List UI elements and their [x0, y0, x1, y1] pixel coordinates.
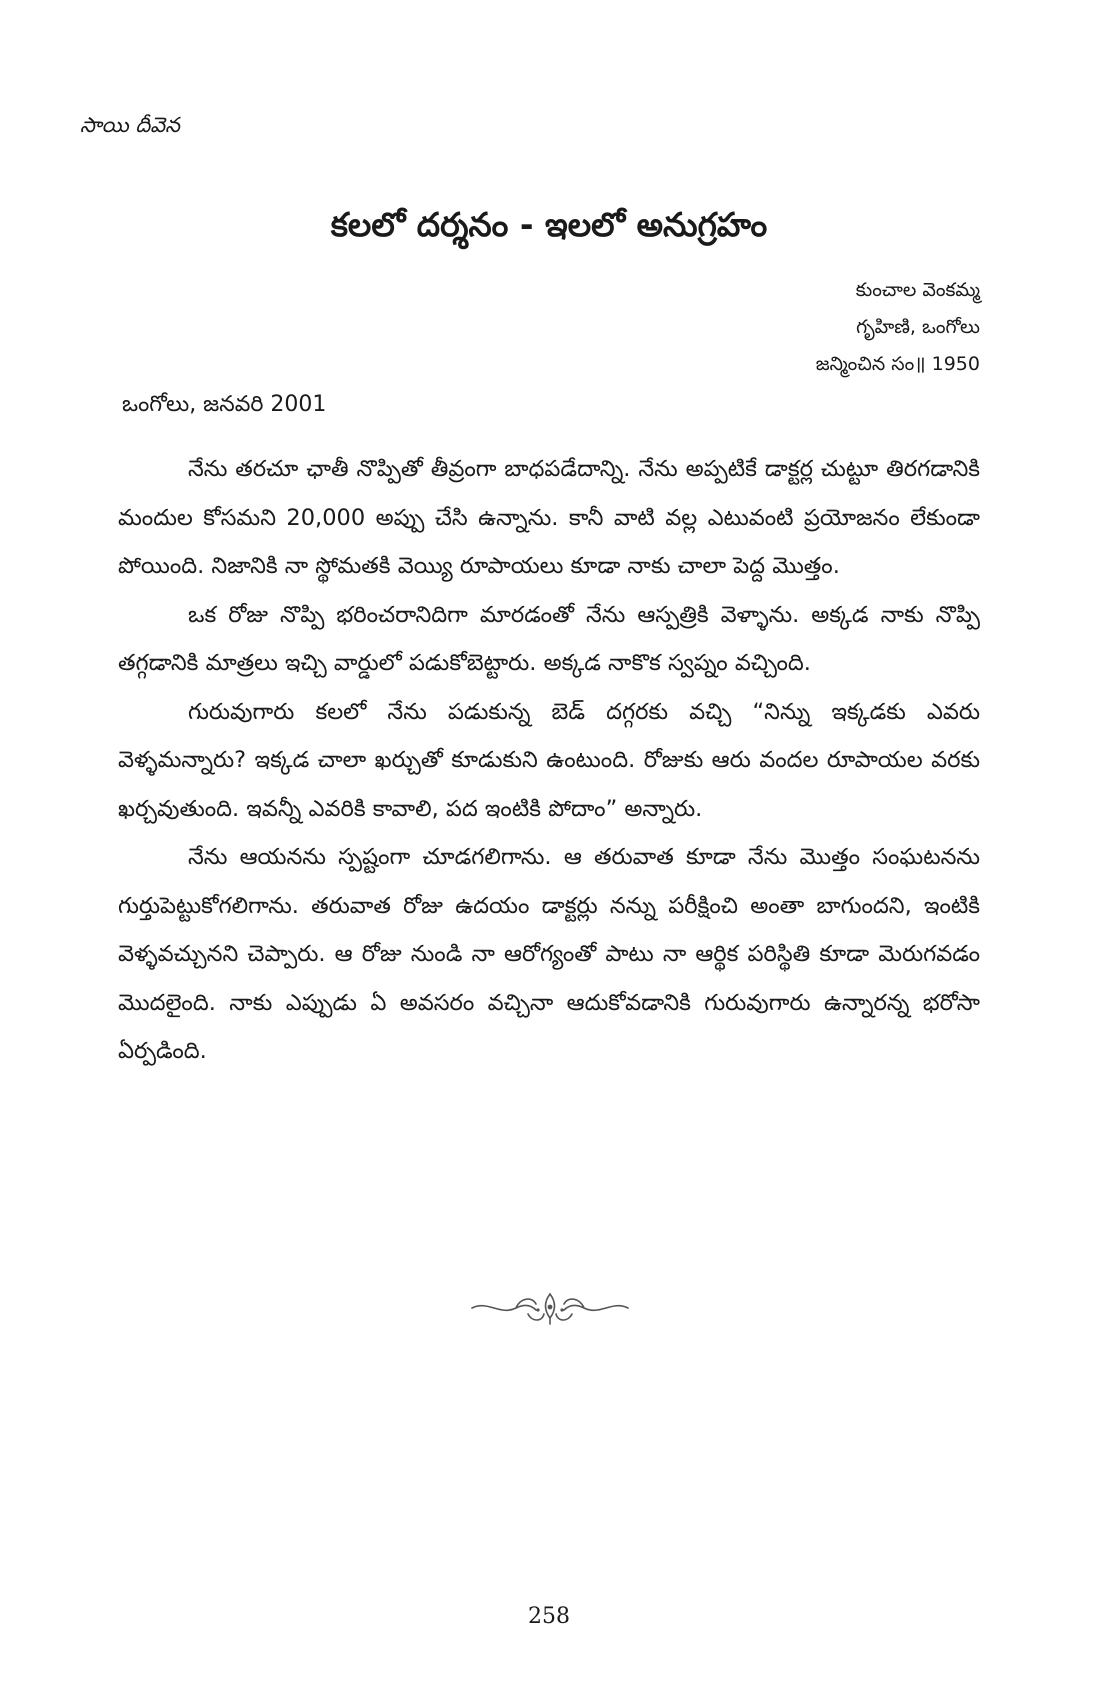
author-byline — [816, 272, 980, 383]
author-role: గృహిణి, ఒంగోలు — [856, 316, 980, 338]
floral-divider-icon — [470, 1288, 630, 1328]
author-birth-year: జన్మించిన సం॥ 1950 — [815, 353, 980, 375]
paragraph: నేను తరచూ ఛాతీ నొప్పితో తీవ్రంగా బాధపడేదాన్ని. నేను అప్పటికే డాక్టర్ల చుట్టూ తిరగడానికి మందుల కోసమని 20,000 అప్పు చేసి ఉన్నాను. కానీ వాటి వల్ల ఎటువంటి ప్రయోజనం లేకుండా పోయింది. నిజానికి నా స్థోమతకి వెయ్యి రూపాయలు కూడా నాకు చాలా పెద్ద మొత్తం. — [118, 456, 980, 579]
place-date: ఒంగోలు, జనవరి 2001 — [122, 392, 327, 417]
page-number: 258 — [528, 1604, 570, 1629]
paragraph: గురువుగారు కలలో నేను పడుకున్న బెడ్ దగ్గరకు వచ్చి “నిన్ను ఇక్కడకు ఎవరు వెళ్ళమన్నారు? ఇక్కడ చాలా ఖర్చుతో కూడుకుని ఉంటుంది. రోజుకు ఆరు వందల రూపాయల వరకు ఖర్చవుతుంది. ఇవన్నీ ఎవరికి కావాలి, పద ఇంటికి పోదాం” అన్నారు. — [118, 698, 980, 822]
paragraph: ఒక రోజు నొప్పి భరించరానిదిగా మారడంతో నేను ఆస్పత్రికి వెళ్ళాను. అక్కడ నాకు నొప్పి తగ్గడానికి మాత్రలు ఇచ్చి వార్డులో పడుకోబెట్టారు. అక్కడ నాకొక స్వప్నం వచ్చింది. — [118, 601, 980, 676]
author-name: కుంచాల వెంకమ్మ — [855, 279, 980, 301]
page-title: కలలో దర్శనం - ఇలలో అనుగ్రహం — [330, 205, 768, 244]
running-head: సాయి దీవెన — [80, 113, 180, 137]
article-body — [118, 445, 980, 1076]
paragraph: నేను ఆయనను స్పష్టంగా చూడగలిగాను. ఆ తరువాత కూడా నేను మొత్తం సంఘటనను గుర్తుపెట్టుకోగలిగాను. తరువాత రోజు ఉదయం డాక్టర్లు నన్ను పరీక్షించి అంతా బాగుందని, ఇంటికి వెళ్ళవచ్చునని చెప్పారు. ఆ రోజు నుండి నా ఆరోగ్యంతో పాటు నా ఆర్థిక పరిస్థితి కూడా మెరుగవడం మొదలైంది. నాకు ఎప్పుడు ఏ అవసరం వచ్చినా ఆదుకోవడానికి గురువుగారు ఉన్నారన్న భరోసా ఏర్పడింది. — [118, 844, 980, 1064]
